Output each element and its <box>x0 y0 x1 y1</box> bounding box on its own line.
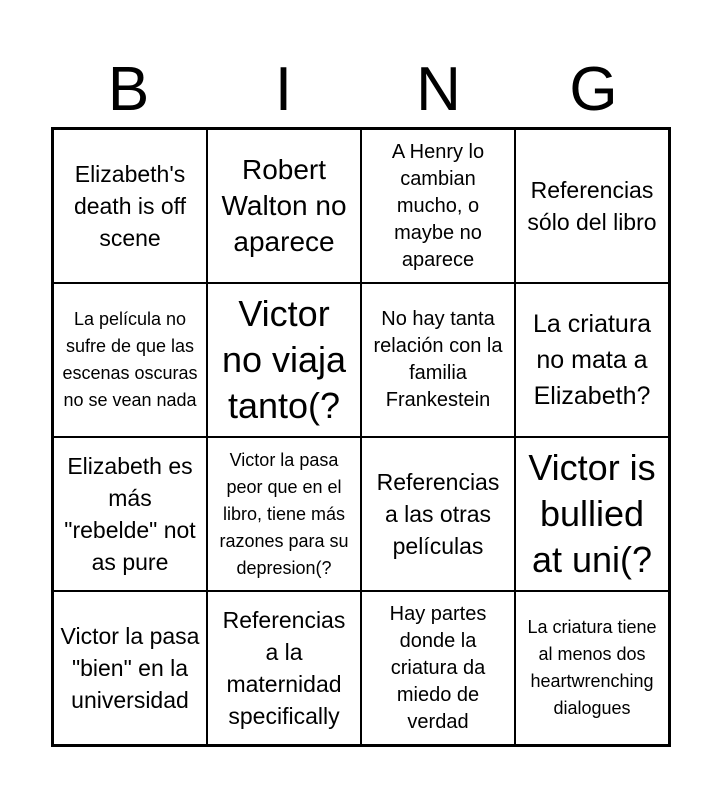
bingo-grid <box>51 127 671 747</box>
cell-text: Robert Walton no aparece <box>221 154 347 257</box>
cell-text: Elizabeth's death is off scene <box>73 161 187 251</box>
cell-text: Referencias sólo del libro <box>527 177 657 235</box>
cell-text: Victor la pasa peor que en el libro, tiene más razones para su depresion(? <box>219 449 349 578</box>
header-letter-i: I <box>274 55 293 124</box>
cell-text: Referencias a las otras películas <box>376 469 500 559</box>
bingo-cell[interactable] <box>207 129 361 283</box>
header-letter-n: N <box>416 55 461 124</box>
bingo-cell[interactable] <box>515 283 669 437</box>
bingo-cell[interactable] <box>515 591 669 745</box>
cell-text: No hay tanta relación con la familia Frankestein <box>373 308 503 411</box>
cell-text: La criatura no mata a Elizabeth? <box>532 310 652 410</box>
bingo-cell[interactable] <box>207 591 361 745</box>
cell-text: Referencias a la maternidad specifically <box>222 607 346 729</box>
bingo-cell[interactable] <box>53 283 207 437</box>
bingo-cell[interactable] <box>207 437 361 591</box>
cell-text: Victor no viaja tanto(? <box>221 293 347 426</box>
cell-text: Elizabeth es más "rebelde" not as pure <box>64 453 196 575</box>
cell-text: La película no sufre de que las escenas oscuras no se vean nada <box>62 309 198 410</box>
cell-text: Victor is bullied at uni(? <box>528 447 656 580</box>
bingo-header <box>51 52 671 128</box>
bingo-cell[interactable] <box>361 129 515 283</box>
header-letter-g: G <box>569 55 618 124</box>
bingo-cell[interactable] <box>53 129 207 283</box>
bingo-cell[interactable] <box>207 283 361 437</box>
header-letter-b: B <box>107 55 150 124</box>
bingo-cell[interactable] <box>515 437 669 591</box>
bingo-cell[interactable] <box>361 591 515 745</box>
bingo-cell[interactable] <box>53 591 207 745</box>
cell-text: Victor la pasa "bien" en la universidad <box>60 623 200 713</box>
bingo-cell[interactable] <box>53 437 207 591</box>
cell-text: A Henry lo cambian mucho, o maybe no aparece <box>391 140 485 271</box>
bingo-cell[interactable] <box>515 129 669 283</box>
bingo-cell[interactable] <box>361 283 515 437</box>
bingo-cell[interactable] <box>361 437 515 591</box>
cell-text: Hay partes donde la criatura da miedo de verdad <box>389 602 487 733</box>
cell-text: La criatura tiene al menos dos heartwrenching dialogues <box>527 617 657 718</box>
